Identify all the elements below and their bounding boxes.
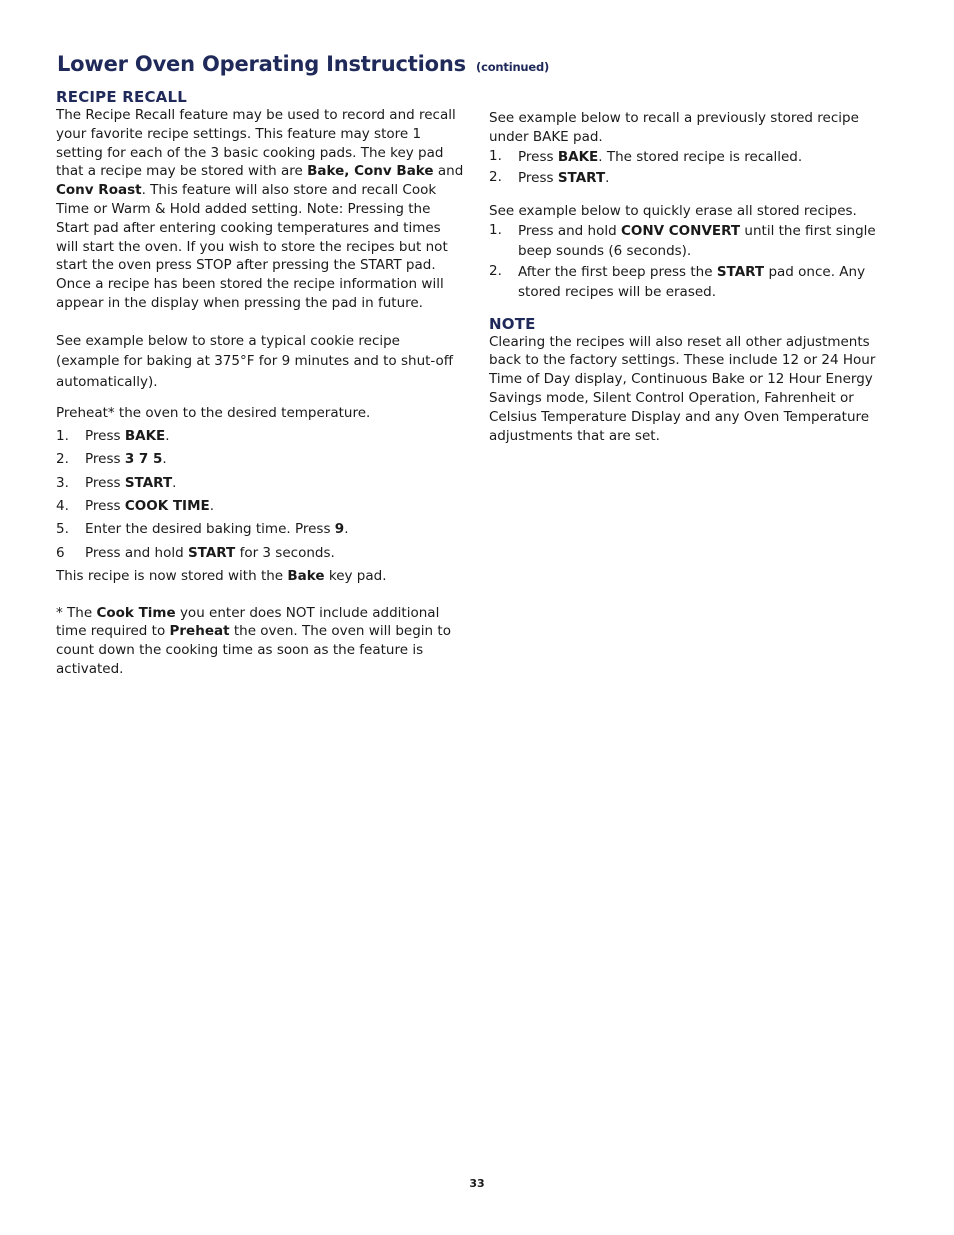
list-item: 2. After the first beep press the START pad once. Any stored recipes will be erased. (489, 262, 866, 300)
right-column (489, 109, 881, 445)
list-item: 2. Press 3 7 5. (56, 451, 167, 468)
erase-steps-list (489, 221, 881, 303)
section-heading-recipe-recall: RECIPE RECALL (56, 88, 187, 106)
list-item: 5. Enter the desired baking time. Press 9. (56, 521, 349, 538)
recall-steps-list (489, 147, 881, 189)
left-column (56, 88, 466, 679)
page-title-text: Lower Oven Operating Instructions (57, 52, 466, 76)
list-item: 1. Press BAKE. The stored recipe is recalled. (489, 147, 803, 165)
list-item: 1. Press and hold CONV CONVERT until the first single beep sounds (6 seconds). (489, 221, 876, 259)
recall-example-text: See example below to recall a previously stored recipe under BAKE pad. (489, 110, 859, 145)
list-item: 3. Press START. (56, 474, 177, 491)
stored-line: This recipe is now stored with the Bake key pad. (56, 567, 387, 584)
list-item: 6 Press and hold START for 3 seconds. (56, 544, 335, 561)
erase-example-text: See example below to quickly erase all stored recipes. (489, 202, 857, 219)
list-item: 2. Press START. (489, 168, 610, 186)
store-example-text: See example below to store a typical cookie recipe (example for baking at 375°F for 9 minutes and to shut-off automatically). (56, 332, 454, 390)
list-item: 4. Press COOK TIME. (56, 497, 215, 514)
footnote: * The Cook Time you enter does NOT include additional time required to Preheat the oven. The oven will begin to count down the cooking time as soon as the feature is activated. (56, 604, 451, 678)
continued-label: (continued) (476, 60, 550, 74)
intro-paragraph: The Recipe Recall feature may be used to record and recall your favorite recipe settings. This feature may store 1 setting for each of the 3 basic cooking pads. The key pad that a recipe may be stored with are Bake, Conv Bake and Conv Roast. This feature will also store and recall Cook Time or Warm & Hold added setting. Note: Pressing the Start pad after entering cooking temperatures and times will start the oven. If you wish to store the recipes but not start the oven press STOP after pressing the START pad. Once a recipe has been stored the recipe information will appear in the display when pressing the pad in future. (56, 107, 464, 311)
note-text: Clearing the recipes will also reset all other adjustments back to the factory settings. These include 12 or 24 Hour Time of Day display, Continuous Bake or 12 Hour Energy Savings mode, Silent Control Operation, Fahrenheit or Celsius Temperature Display and any Oven Temperature adjustments that are set. (489, 333, 876, 444)
page-title (57, 52, 549, 76)
list-item: 1. Press BAKE. (56, 428, 170, 445)
section-heading-note: NOTE (489, 314, 536, 333)
store-steps-list (56, 427, 466, 567)
page-number: 33 (469, 1177, 485, 1190)
preheat-line: Preheat* the oven to the desired temperature. (56, 405, 371, 422)
